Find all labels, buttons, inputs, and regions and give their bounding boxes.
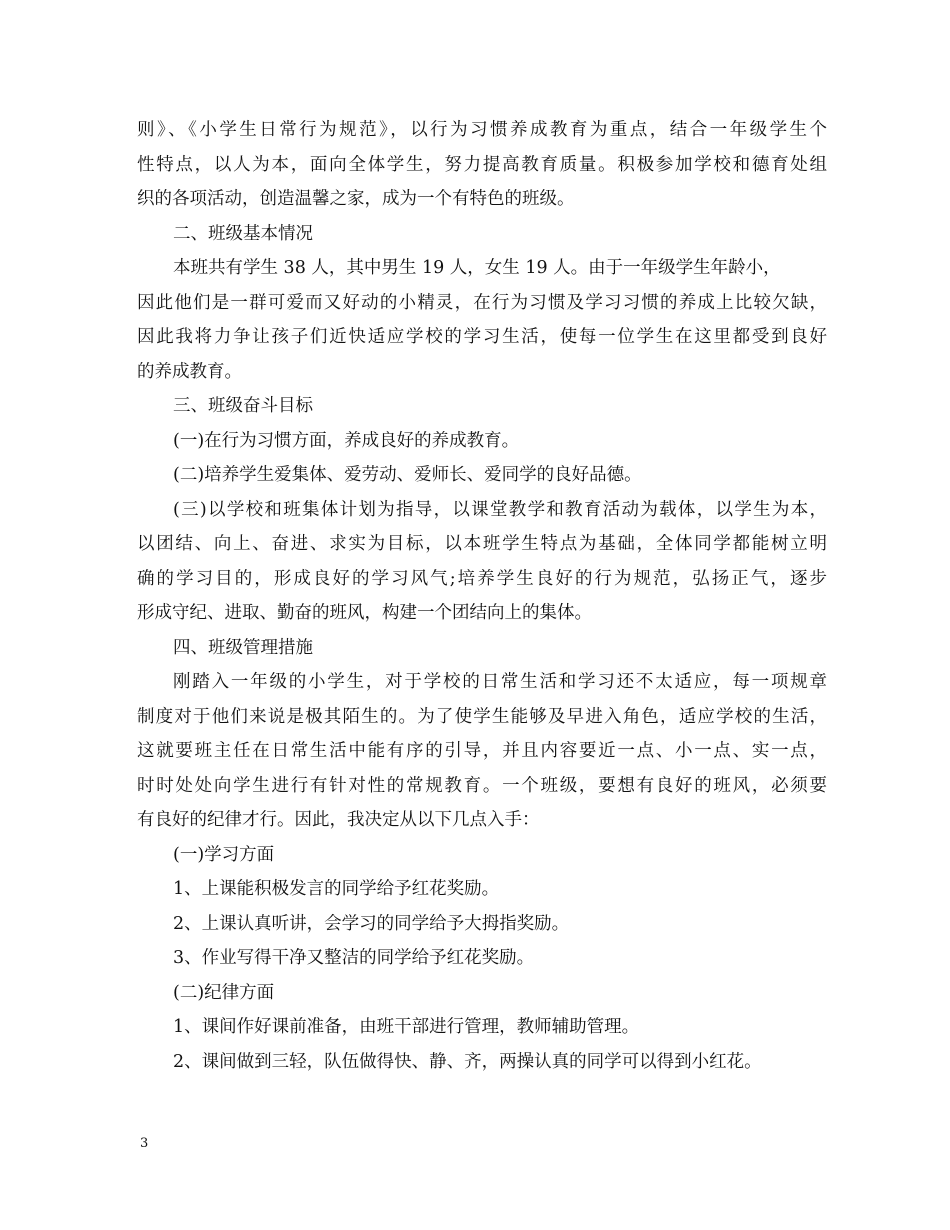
paragraph-line: 则》、《小学生日常行为规范》，以行为习惯养成教育为重点，结合一年级学生个 (137, 120, 827, 140)
list-item: 2、课间做到三轻，队伍做得快、静、齐，两操认真的同学可以得到小红花。 (173, 1051, 762, 1072)
paragraph-line: 以团结、向上、奋进、求实为目标，以本班学生特点为基础，全体同学都能树立明 (137, 534, 827, 554)
section-heading: 二、班级基本情况 (173, 223, 313, 244)
page-number: 3 (140, 1136, 149, 1151)
document-body (137, 113, 827, 1079)
paragraph-line: 时时处处向学生进行有针对性的常规教育。一个班级，要想有良好的班风，必须要 (137, 775, 827, 796)
paragraph-line: 的养成教育。 (137, 361, 242, 382)
section-heading: 三、班级奋斗目标 (173, 396, 313, 416)
list-item: (三)以学校和班集体计划为指导，以课堂教学和教育活动为载体，以学生为本， (173, 499, 827, 520)
paragraph-line: 本班共有学生 38 人，其中男生 19 人，女生 19 人。由于一年级学生年龄小， (173, 258, 781, 278)
list-item: (一)在行为习惯方面，养成良好的养成教育。 (173, 430, 520, 451)
paragraph-line: 因此我将力争让孩子们近快适应学校的学习生活，使每一位学生在这里都受到良好 (137, 327, 827, 347)
paragraph-line: 这就要班主任在日常生活中能有序的引导，并且内容要近一点、小一点、实一点， (137, 741, 827, 761)
paragraph-line: 刚踏入一年级的小学生，对于学校的日常生活和学习还不太适应，每一项规章 (173, 672, 827, 692)
paragraph-line: 制度对于他们来说是极其陌生的。为了使学生能够及早进入角色，适应学校的生活， (137, 706, 827, 727)
list-item: 3、作业写得干净又整洁的同学给予红花奖励。 (173, 948, 535, 968)
list-item: 1、上课能积极发言的同学给予红花奖励。 (173, 879, 500, 899)
paragraph-line: 织的各项活动，创造温馨之家，成为一个有特色的班级。 (137, 189, 575, 209)
paragraph-line: 因此他们是一群可爱而又好动的小精灵，在行为习惯及学习习惯的养成上比较欠缺， (137, 292, 827, 313)
paragraph-line: 性特点，以人为本，面向全体学生，努力提高教育质量。积极参加学校和德育处组 (137, 154, 827, 175)
list-item: (二)培养学生爱集体、爱劳动、爱师长、爱同学的良好品德。 (173, 465, 642, 485)
paragraph-line: 形成守纪、进取、勤奋的班风，构建一个团结向上的集体。 (137, 603, 592, 623)
list-item: 1、课间作好课前准备，由班干部进行管理，教师辅助管理。 (173, 1017, 640, 1037)
list-item: 2、上课认真听讲，会学习的同学给予大拇指奖励。 (173, 913, 570, 934)
subsection-heading: (二)纪律方面 (173, 982, 275, 1003)
paragraph-line: 有良好的纪律才行。因此，我决定从以下几点入手： (137, 810, 540, 830)
subsection-heading: (一)学习方面 (173, 844, 275, 865)
section-heading: 四、班级管理措施 (173, 637, 313, 658)
paragraph-line: 确的学习目的，形成良好的学习风气;培养学生良好的行为规范，弘扬正气，逐步 (137, 568, 827, 589)
